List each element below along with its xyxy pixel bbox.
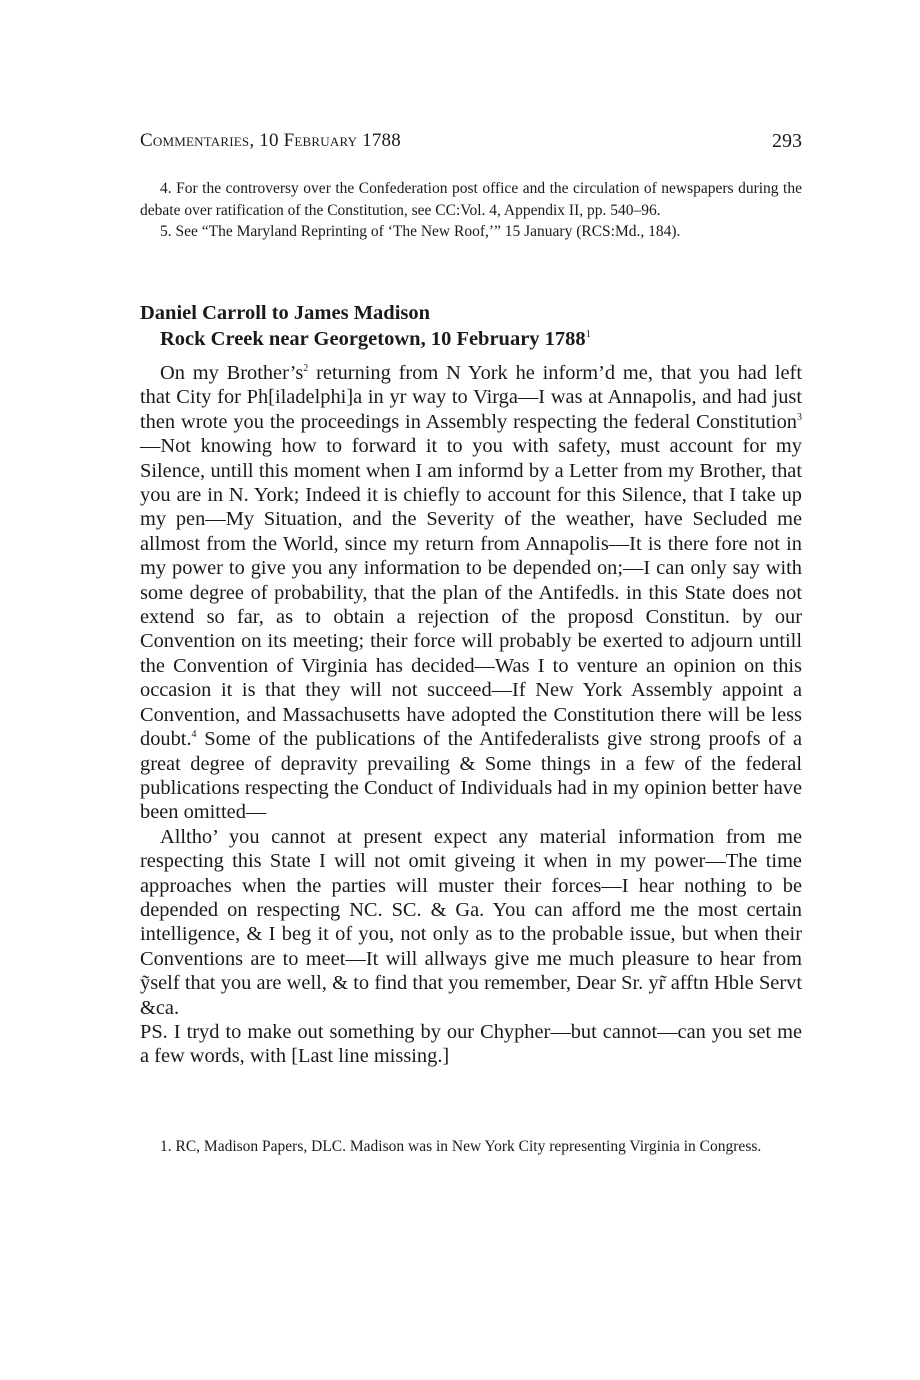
document-heading — [140, 300, 802, 352]
footnotes — [140, 1136, 802, 1158]
dateline-text: Rock Creek near Georgetown, 10 February 1788 — [160, 328, 586, 350]
letter-paragraph-1 — [140, 361, 802, 825]
text-run: returning from N York he inform’d me, that you had left that City for Ph[iladelphi]a in yr way to Virga—I was at Annapolis, and had just then wrote you the proceedings in Assembly respecting the federal Constitution — [140, 362, 802, 433]
running-head — [140, 128, 802, 154]
footnote-4: 4. For the controversy over the Confederation post office and the circulation of newspapers during the debate over ratification of the Constitution, see CC:Vol. 4, Appendix II, pp. 540–96. — [140, 180, 802, 219]
letter-body — [140, 361, 802, 1069]
running-head-title: Commentaries, 10 February 1788 — [140, 130, 401, 151]
text-run: On my Brother’s — [160, 362, 304, 384]
letter-postscript: PS. I tryd to make out something by our Chypher—but cannot—can you set me a few words, with [Last line missing.] — [140, 1020, 802, 1068]
document-title: Daniel Carroll to James Madison — [140, 302, 431, 324]
note-ref-3: 3 — [797, 411, 802, 423]
document-dateline — [140, 326, 802, 352]
text-run: —Not knowing how to forward it to you with safety, must account for my Silence, untill this moment when I am informd by a Letter from my Brother, that you are in N. York; Indeed it is chiefly to account for this Silence, that I take up my pen—My Situation, and the Severity of the weather, have Secluded me allmost from the World, since my return from Annapolis—It is there fore not in my power to give you any information to be depended on;—I can only say with some degree of probability, that the plan of the Antifedls. in this State does not extend so far, as to obtain a rejection of the proposd Constitun. by our Convention on its meeting; their force will probably be exerted to adjourn untill the Convention of Virginia has decided—Was I to venture an opinion on this occasion it is that they will not succeed—If New York Assembly appoint a Convention, and Massachusetts have adopted the Constitution there will be less doubt. — [140, 435, 802, 751]
note-ref-1: 1 — [585, 329, 591, 340]
note-ref-4: 4 — [191, 729, 197, 741]
footnotes-continued — [140, 178, 802, 243]
note-ref-2: 2 — [303, 363, 309, 374]
text-run: Some of the publications of the Antifederalists give strong proofs of a great degree of depravity prevailing & Some things in a few of the federal publications respecting the Conduct of Individuals had in my opinion better have been omitted— — [140, 728, 802, 824]
footnote-5: 5. See “The Maryland Reprinting of ‘The New Roof,’” 15 January (RCS:Md., 184). — [160, 223, 681, 240]
letter-paragraph-2: Alltho’ you cannot at present expect any material information from me respecting this State I will not omit giveing it when in my power—The time approaches when the parties will muster their forces—I hear nothing to be depended on respecting NC. SC. & Ga. You can afford me the most certain intelligence, & I beg it of you, not only as to the probable issue, but when their Conventions are to meet—It will allways give me much pleasure to hear from ỹself that you are well, & to find that you remember, Dear Sr. yr̃ afftn Hble Servt &ca. — [140, 825, 802, 1019]
page-number: 293 — [772, 130, 802, 152]
footnote-1: 1. RC, Madison Papers, DLC. Madison was in New York City representing Virginia in Congress. — [160, 1138, 762, 1155]
